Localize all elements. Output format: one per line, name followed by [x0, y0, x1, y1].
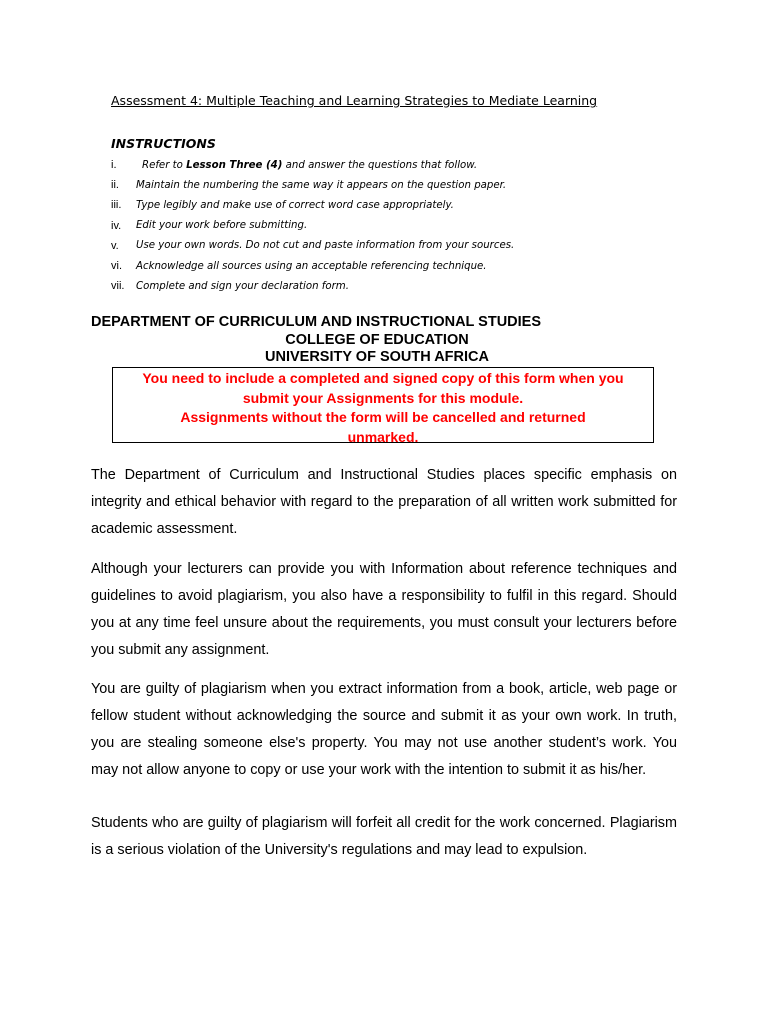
- instruction-number: vii.: [111, 280, 125, 293]
- assessment-title: Assessment 4: Multiple Teaching and Learning Strategies to Mediate Learning: [111, 93, 598, 108]
- instruction-item: [111, 236, 671, 256]
- warning-line: Assignments without the form will be cancelled and returned: [180, 409, 586, 425]
- instruction-item: [111, 216, 671, 236]
- instruction-number: i.: [111, 159, 117, 172]
- instruction-text: Use your own words. Do not cut and paste information from your sources.: [136, 240, 515, 252]
- college-heading-row: [0, 332, 768, 348]
- paragraph-plagiarism-definition: You are guilty of plagiarism when you extract information from a book, article, web page or fellow student without acknowledging the source and submit it as your own work. In truth, you are stealing someone else's property. You may not use another student’s work. You may not allow anyone to copy or use your work with the intention to submit it as his/her.: [91, 681, 677, 778]
- warning-line: submit your Assignments for this module.: [242, 389, 524, 406]
- warning-line: unmarked.: [347, 428, 419, 445]
- instruction-item: [111, 276, 671, 296]
- instruction-item: [111, 155, 671, 175]
- instruction-text: Edit your work before submitting.: [136, 220, 308, 232]
- paragraph-lecturers: Although your lecturers can provide you with Information about reference techniques and guidelines to avoid plagiarism, you also have a responsibility to fulfil in this regard. Should you at any time feel unsure about the requirements, you must consult your lecturers before you submit any assignment.: [91, 561, 677, 658]
- instruction-number: ii.: [111, 179, 119, 192]
- paragraph-integrity: The Department of Curriculum and Instructional Studies places specific emphasis on integrity and ethical behavior with regard to the preparation of all written work submitted for academic assessment.: [91, 467, 677, 537]
- warning-box: [112, 367, 654, 443]
- instruction-text-post: and answer the questions that follow.: [282, 159, 478, 171]
- instruction-text-bold: Lesson Three (4): [186, 159, 283, 171]
- instruction-text: Maintain the numbering the same way it appears on the question paper.: [136, 179, 507, 191]
- instructions-heading: INSTRUCTIONS: [111, 136, 216, 151]
- instruction-item: [111, 175, 671, 195]
- instruction-item: [111, 256, 671, 276]
- instruction-text: Complete and sign your declaration form.: [136, 280, 349, 292]
- paragraph-consequences: Students who are guilty of plagiarism will forfeit all credit for the work concerned. Plagiarism is a serious violation of the University's regulations and may lead to expulsion.: [91, 815, 677, 858]
- instruction-number: v.: [111, 239, 119, 252]
- department-heading: DEPARTMENT OF CURRICULUM AND INSTRUCTIONAL STUDIES: [91, 314, 542, 330]
- college-heading: COLLEGE OF EDUCATION: [285, 332, 469, 348]
- instructions-list: [111, 155, 671, 296]
- instruction-item: [111, 195, 671, 215]
- instruction-number: iii.: [111, 199, 122, 212]
- university-heading: UNIVERSITY OF SOUTH AFRICA: [265, 349, 489, 365]
- instruction-text: Acknowledge all sources using an acceptable referencing technique.: [136, 260, 487, 272]
- instruction-text-pre: Refer to: [142, 159, 187, 171]
- instruction-number: iv.: [111, 219, 122, 232]
- warning-line: You need to include a completed and signed copy of this form when you: [142, 370, 624, 386]
- instruction-text: [136, 160, 477, 171]
- instruction-text: Type legibly and make use of correct word case appropriately.: [136, 199, 454, 211]
- instruction-number: vi.: [111, 260, 122, 273]
- university-heading-row: [0, 349, 768, 365]
